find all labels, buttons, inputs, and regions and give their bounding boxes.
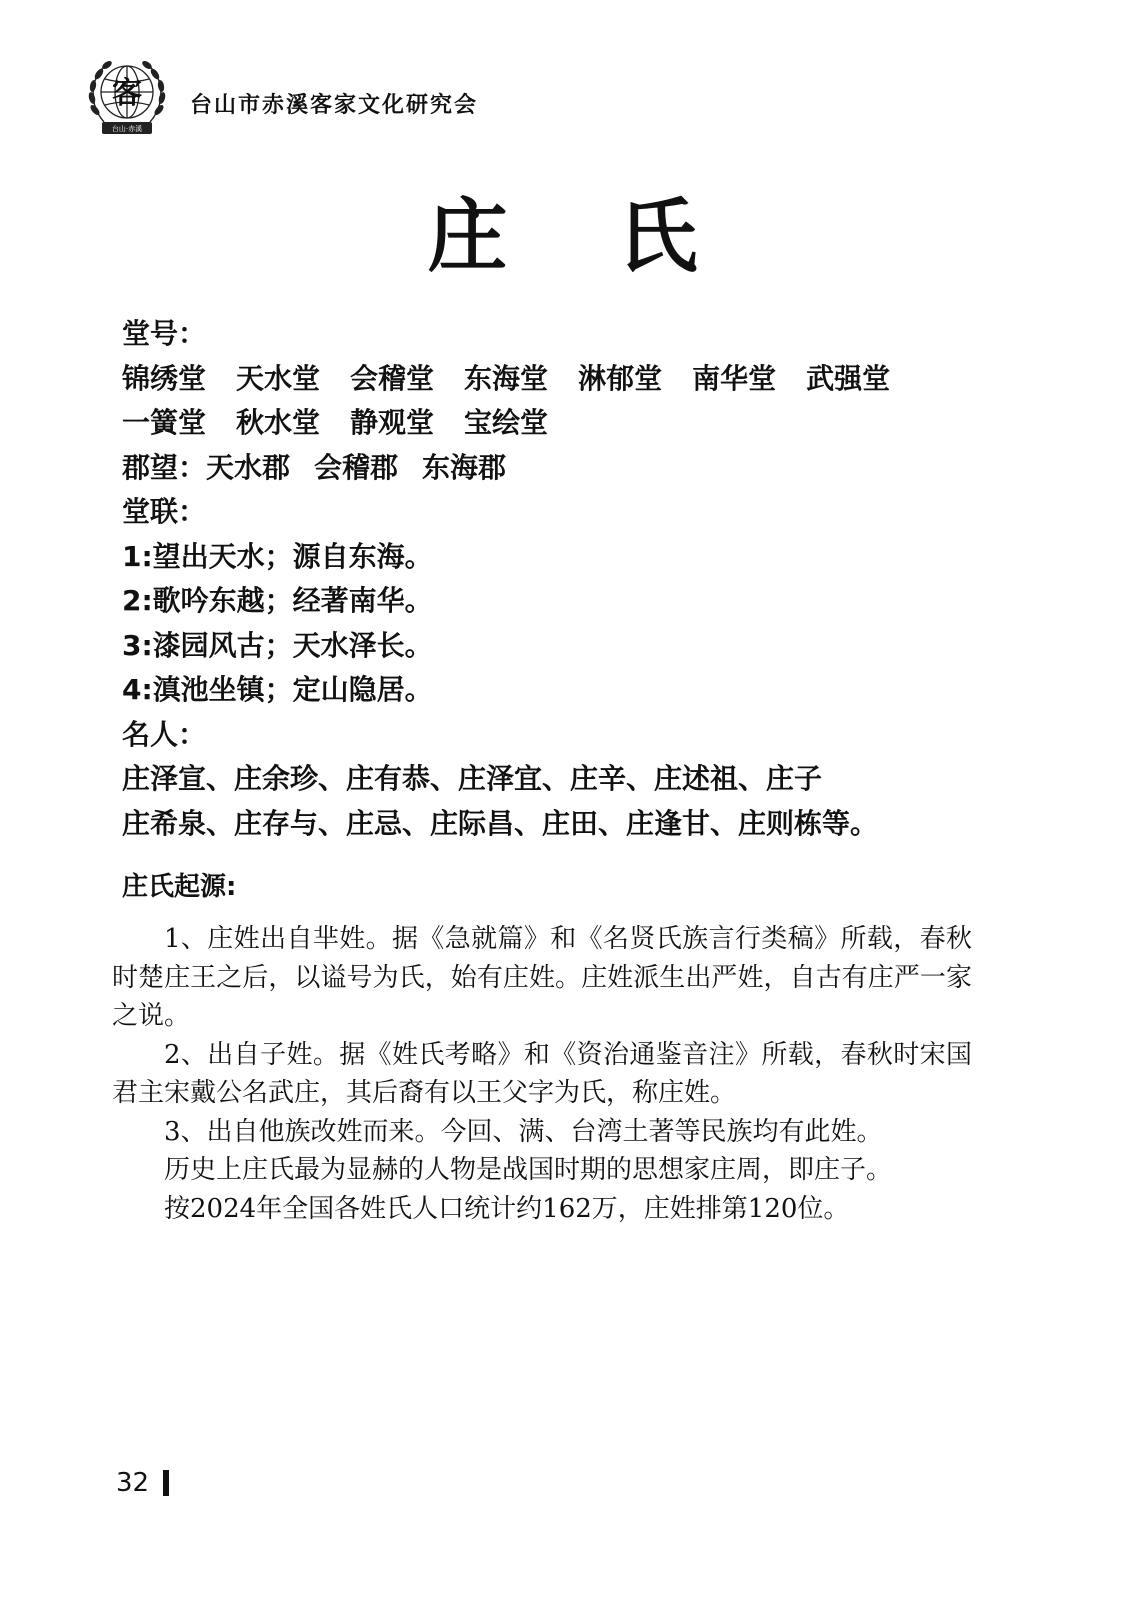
famous-people-row-2: 庄希泉、庄存与、庄忌、庄际昌、庄田、庄逢甘、庄则栋等。 <box>122 806 879 840</box>
hall-name: 武强堂 <box>806 361 891 395</box>
hall-name: 南华堂 <box>692 361 777 395</box>
organization-name: 台山市赤溪客家文化研究会 <box>190 91 479 118</box>
famous-people-row-1: 庄泽宣、庄余珍、庄有恭、庄泽宜、庄辛、庄述祖、庄子 <box>122 762 823 795</box>
couplet-line: 3:漆园风古；天水泽长。 <box>122 628 433 662</box>
page-footer <box>116 1468 169 1498</box>
hall-name: 淋郁堂 <box>578 361 663 395</box>
origin-paragraph: 2、出自子姓。据《姓氏考略》和《资治通鉴音注》所载，春秋时宋国君主宋戴公名武庄，其后裔有以王父字为氏，称庄姓。 <box>112 1039 972 1108</box>
logo-char: 客 <box>112 76 142 111</box>
origin-paragraph: 按2024年全国各姓氏人口统计约162万，庄姓排第120位。 <box>164 1193 850 1224</box>
hall-name: 锦绣堂 <box>122 361 207 395</box>
hall-name: 会稽堂 <box>350 361 435 395</box>
title-char-2: 氏 <box>617 189 698 283</box>
page-number: 32 <box>116 1468 150 1498</box>
hall-label: 堂号： <box>122 317 207 350</box>
hall-name: 静观堂 <box>350 406 435 439</box>
couplet-line: 4:滇池坐镇；定山隐居。 <box>122 673 433 706</box>
commandery-row <box>122 446 1002 491</box>
couplet-line: 2:歌吟东越；经著南华。 <box>122 584 433 617</box>
hall-name: 天水堂 <box>236 361 321 395</box>
origin-paragraph: 3、出自他族改姓而来。今回、满、台湾土著等民族均有此姓。 <box>164 1116 883 1147</box>
origin-body <box>112 920 972 1228</box>
famous-label: 名人： <box>122 717 207 751</box>
hall-name: 宝绘堂 <box>464 406 549 439</box>
origin-heading: 庄氏起源: <box>122 872 237 902</box>
logo-ribbon-text: 台山·赤溪 <box>111 125 143 133</box>
couplet-line: 1:望出天水；源自东海。 <box>122 539 433 573</box>
hall-name: 东海堂 <box>464 361 549 395</box>
commandery-label: 郡望： <box>122 450 207 484</box>
association-logo <box>82 50 172 140</box>
halls-row-2 <box>122 401 1002 446</box>
commandery-name: 东海郡 <box>422 450 507 484</box>
origin-paragraph: 历史上庄氏最为显赫的人物是战国时期的思想家庄周，即庄子。 <box>164 1155 893 1185</box>
page-header <box>82 50 478 140</box>
hall-name: 一簧堂 <box>122 406 207 439</box>
halls-row-1 <box>122 357 1002 402</box>
surname-info <box>122 312 1002 846</box>
couplet-label: 堂联： <box>122 495 207 528</box>
title-char-1: 庄 <box>427 189 508 283</box>
origin-paragraph: 1、庄姓出自芈姓。据《急就篇》和《名贤氏族言行类稿》所载，春秋时楚庄王之后，以谥号为氏，始有庄姓。庄姓派生出严姓，自古有庄严一家之说。 <box>112 924 972 1031</box>
hall-name: 秋水堂 <box>236 406 321 439</box>
page-title <box>0 172 1125 287</box>
commandery-name: 天水郡 <box>206 450 291 484</box>
page-number-bar <box>163 1470 169 1496</box>
commandery-name: 会稽郡 <box>314 450 399 484</box>
